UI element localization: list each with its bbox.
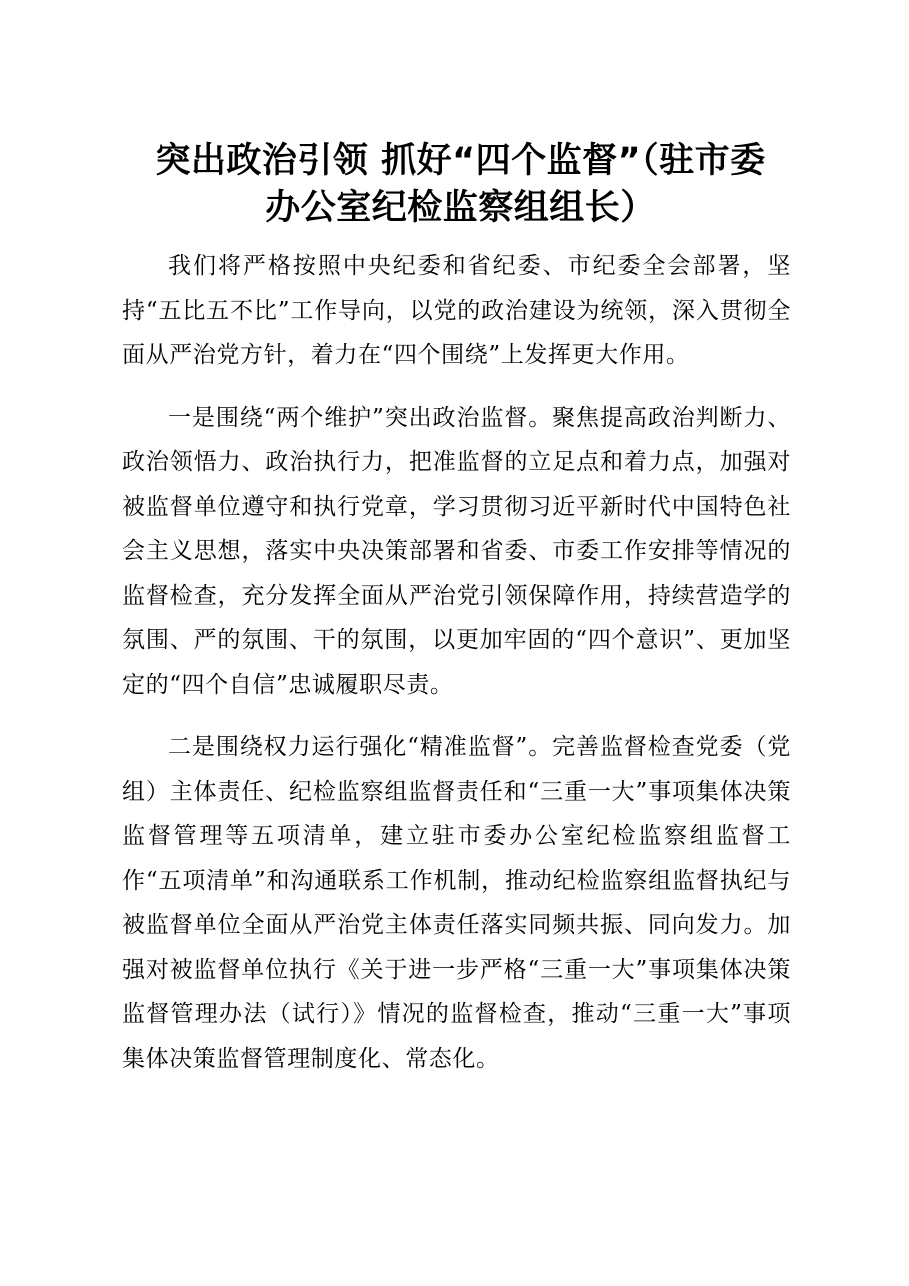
paragraph-precise-supervision: 二是围绕权力运行强化“精准监督”。完善监督检查党委（党组）主体责任、纪检监察组监督责任和“三重一大”事项集体决策监督管理等五项清单，建立驻市委办公室纪检监察组监督工作“五项清单”和沟通联系工作机制，推动纪检监察组监督执纪与被监督单位全面从严治党主体责任落实同频共振、同向发力。加强对被监督单位执行《关于进一步严格“三重一大”事项集体决策监督管理办法（试行）》情况的监督检查，推动“三重一大”事项集体决策监督管理制度化、常态化。	[122, 734, 791, 1072]
paragraph-political-supervision: 一是围绕“两个维护”突出政治监督。聚焦提高政治判断力、政治领悟力、政治执行力，把准监督的立足点和着力点，加强对被监督单位遵守和执行党章，学习贯彻习近平新时代中国特色社会主义思想，落实中央决策部署和省委、市委工作安排等情况的监督检查，充分发挥全面从严治党引领保障作用，持续营造学的氛围、严的氛围、干的氛围，以更加牢固的“四个意识”、更加坚定的“四个自信”忠诚履职尽责。	[122, 404, 791, 698]
document-title	[122, 138, 791, 232]
title-line-1: 突出政治引领 抓好“四个监督”（驻市委	[155, 141, 766, 181]
document-body	[122, 244, 791, 1081]
title-line-2: 办公室纪检监察组组长）	[265, 188, 656, 228]
paragraph-intro: 我们将严格按照中央纪委和省纪委、市纪委全会部署，坚持“五比五不比”工作导向，以党的政治建设为统领，深入贯彻全面从严治党方针，着力在“四个围绕”上发挥更大作用。	[122, 253, 791, 368]
